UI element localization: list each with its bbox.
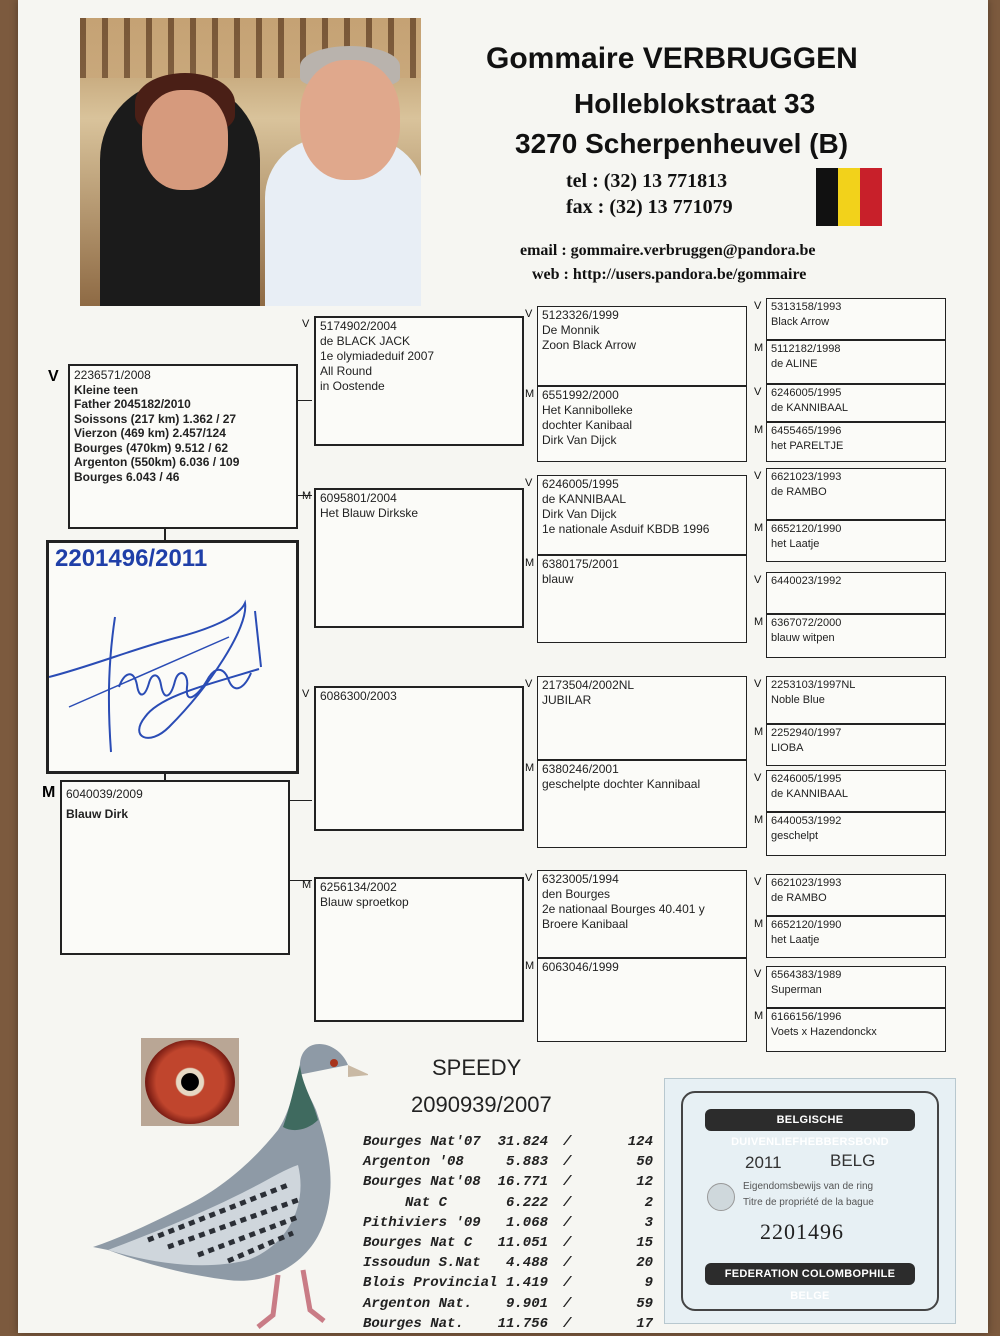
- result-value: 4.488: [505, 1255, 548, 1272]
- gen4-marker-6: V: [754, 574, 762, 586]
- gen4-6-line-0: 6440023/1992: [771, 575, 842, 587]
- gen4-9-line-0: 2252940/1997: [771, 727, 842, 739]
- gen2-3-line-0: 6256134/2002: [320, 880, 397, 894]
- gen2-marker-2: V: [302, 688, 310, 700]
- gen4-marker-3: M: [754, 424, 764, 436]
- gen4-3-line-0: 6455465/1996: [771, 425, 842, 437]
- gen4-2-line-0: 6246005/1995: [771, 387, 842, 399]
- gen4-3-line-1: het PARELTJE: [771, 440, 844, 452]
- ring-seal-icon: [707, 1183, 735, 1211]
- result-birds: 2: [644, 1194, 653, 1211]
- result-race: Bourges Nat.: [363, 1315, 464, 1332]
- certificate-year: 2011: [745, 1153, 782, 1172]
- gen3-1-line-3: Dirk Van Dijck: [542, 433, 617, 447]
- gen2-0-line-3: All Round: [320, 364, 373, 378]
- gen3-6-line-0: 6323005/1994: [542, 872, 619, 886]
- gen3-0-line-2: Zoon Black Arrow: [542, 338, 637, 352]
- speedy-name: SPEEDY: [432, 1055, 522, 1080]
- gen3-2-line-0: 6246005/1995: [542, 477, 619, 491]
- gen2-box-0: [314, 316, 524, 446]
- result-birds: 3: [644, 1214, 653, 1231]
- gen2-1-line-1: Het Blauw Dirkske: [320, 506, 419, 520]
- gen3-box-3: [537, 555, 747, 643]
- gen4-marker-9: M: [754, 726, 764, 738]
- gen3-3-line-1: blauw: [542, 572, 574, 586]
- result-separator: /: [563, 1275, 572, 1292]
- gen4-marker-15: M: [754, 1010, 764, 1022]
- pigeon-image: [88, 1035, 368, 1330]
- gen4-box-13: [766, 916, 946, 958]
- certificate-line1: Eigendomsbewijs van de ring: [743, 1181, 874, 1192]
- result-value: 31.824: [497, 1134, 548, 1150]
- breeder-tel: tel : (32) 13 771813: [566, 170, 728, 192]
- result-separator: /: [563, 1174, 572, 1191]
- result-row: [363, 1296, 663, 1316]
- gen3-6-line-1: den Bourges: [542, 887, 611, 901]
- gen3-4-line-1: JUBILAR: [542, 693, 592, 707]
- sire-line-4: Vierzon (469 km) 2.457/124: [74, 426, 226, 440]
- breeder-email: email : gommaire.verbruggen@pandora.be: [520, 242, 816, 259]
- gen4-box-1: [766, 340, 946, 384]
- result-separator: /: [563, 1134, 572, 1150]
- gen2-0-line-0: 5174902/2004: [320, 319, 397, 333]
- result-birds: 20: [636, 1255, 653, 1272]
- gen4-11-line-0: 6440053/1992: [771, 815, 842, 827]
- gen4-marker-7: M: [754, 616, 764, 628]
- gen3-1-line-2: dochter Kanibaal: [542, 418, 633, 432]
- gen4-10-line-0: 6246005/1995: [771, 773, 842, 785]
- result-race: Bourges Nat'07: [363, 1134, 481, 1150]
- gen3-3-line-0: 6380175/2001: [542, 557, 619, 571]
- belgian-flag-icon: [816, 168, 882, 226]
- result-separator: /: [563, 1295, 572, 1312]
- gen4-box-12: [766, 874, 946, 916]
- gen3-6-line-3: Broere Kanibaal: [542, 917, 629, 931]
- gen3-4-line-0: 2173504/2002NL: [542, 678, 635, 692]
- result-row: [363, 1215, 663, 1235]
- sire-line-1: Kleine teen: [74, 382, 139, 397]
- gen3-box-5: [537, 760, 747, 848]
- result-race: Nat C: [363, 1194, 448, 1211]
- sire-line-5: Bourges (470km) 9.512 / 62: [74, 440, 229, 455]
- gen4-marker-10: V: [754, 772, 762, 784]
- result-separator: /: [563, 1234, 572, 1251]
- gen4-box-5: [766, 520, 946, 562]
- result-value: 11.051: [497, 1234, 548, 1251]
- gen4-marker-8: V: [754, 678, 762, 690]
- gen3-2-line-1: de KANNIBAAL: [542, 492, 627, 506]
- gen3-5-line-1: geschelpte dochter Kannibaal: [542, 777, 701, 791]
- gen4-9-line-1: LIOBA: [771, 742, 804, 754]
- result-birds: 12: [636, 1174, 653, 1191]
- gen4-box-10: [766, 770, 946, 812]
- gen4-marker-0: V: [754, 300, 762, 312]
- result-birds: 17: [636, 1315, 653, 1332]
- gen4-2-line-1: de KANNIBAAL: [771, 402, 849, 414]
- gen3-marker-7: M: [525, 960, 535, 972]
- result-row: [363, 1275, 663, 1295]
- gen4-box-2: [766, 384, 946, 422]
- gen4-12-line-0: 6621023/1993: [771, 877, 842, 889]
- gen3-6-line-2: 2e nationaal Bourges 40.401 y: [542, 902, 705, 916]
- gen3-marker-1: M: [525, 388, 535, 400]
- gen4-box-3: [766, 422, 946, 462]
- gen4-4-line-1: de RAMBO: [771, 486, 827, 498]
- gen3-1-line-0: 6551992/2000: [542, 388, 619, 402]
- dam-line-1: Blauw Dirk: [66, 807, 129, 821]
- gen3-box-0: [537, 306, 747, 386]
- result-row: [363, 1154, 663, 1174]
- sire-line-3: Soissons (217 km) 1.362 / 27: [74, 411, 237, 426]
- result-row: [363, 1134, 663, 1154]
- gen2-marker-1: M: [302, 490, 312, 502]
- result-race: Blois Provincial: [363, 1275, 498, 1292]
- breeder-web: web : http://users.pandora.be/gommaire: [532, 266, 807, 283]
- gen4-box-11: [766, 812, 946, 856]
- gen2-3-line-1: Blauw sproetkop: [320, 895, 409, 909]
- subject-box: [46, 540, 299, 774]
- gen4-7-line-0: 6367072/2000: [771, 617, 842, 629]
- result-birds: 59: [636, 1295, 653, 1312]
- result-separator: /: [563, 1194, 572, 1211]
- result-value: 9.901: [505, 1295, 548, 1312]
- result-value: 5.883: [505, 1154, 548, 1171]
- sire-line-7: Bourges 6.043 / 46: [74, 469, 180, 484]
- gen4-1-line-1: de ALINE: [771, 358, 818, 370]
- certificate-country: BELG: [830, 1151, 876, 1170]
- gen4-marker-13: M: [754, 918, 764, 930]
- gen4-8-line-1: Noble Blue: [771, 694, 825, 706]
- pedigree-sheet: [18, 0, 988, 1333]
- gen4-5-line-1: het Laatje: [771, 538, 820, 550]
- gen3-marker-5: M: [525, 762, 535, 774]
- gen3-1-line-1: Het Kannibolleke: [542, 403, 633, 417]
- gen4-marker-11: M: [754, 814, 764, 826]
- gen4-marker-5: M: [754, 522, 764, 534]
- sire-line-2: Father 2045182/2010: [74, 397, 191, 411]
- gen2-0-line-2: 1e olymiadeduif 2007: [320, 349, 435, 363]
- gen2-box-2: [314, 686, 524, 831]
- result-separator: /: [563, 1315, 572, 1332]
- gen4-box-9: [766, 724, 946, 766]
- gen4-box-0: [766, 298, 946, 340]
- result-race: Bourges Nat'08: [363, 1174, 481, 1191]
- gen3-box-1: [537, 386, 747, 462]
- gen4-marker-2: V: [754, 386, 762, 398]
- gen3-2-line-3: 1e nationale Asduif KBDB 1996: [542, 522, 710, 536]
- gen4-13-line-1: het Laatje: [771, 934, 820, 946]
- gen2-box-1: [314, 488, 524, 628]
- gen4-15-line-1: Voets x Hazendonckx: [771, 1026, 877, 1038]
- gen4-0-line-1: Black Arrow: [771, 316, 830, 328]
- gen4-0-line-0: 5313158/1993: [771, 301, 842, 313]
- gen4-12-line-1: de RAMBO: [771, 892, 827, 904]
- result-birds: 124: [627, 1134, 653, 1150]
- gen3-marker-0: V: [525, 308, 533, 320]
- result-race: Argenton Nat.: [363, 1295, 473, 1312]
- gen4-marker-12: V: [754, 876, 762, 888]
- result-birds: 9: [644, 1275, 653, 1292]
- gen4-box-4: [766, 468, 946, 520]
- gen3-marker-2: V: [525, 477, 533, 489]
- sire-line-6: Argenton (550km) 6.036 / 109: [74, 455, 240, 469]
- signature-icon: [49, 577, 297, 772]
- gen4-box-7: [766, 614, 946, 658]
- gen4-4-line-0: 6621023/1993: [771, 471, 842, 483]
- gen4-13-line-0: 6652120/1990: [771, 919, 842, 931]
- gen3-0-line-0: 5123326/1999: [542, 308, 619, 322]
- breeder-fax: fax : (32) 13 771079: [566, 196, 733, 218]
- result-birds: 15: [636, 1234, 653, 1251]
- sire-marker: V: [48, 368, 59, 385]
- gen2-0-line-1: de BLACK JACK: [320, 334, 411, 348]
- owners-photo: [80, 18, 421, 306]
- gen3-0-line-1: De Monnik: [542, 323, 600, 337]
- gen4-14-line-0: 6564383/1989: [771, 969, 842, 981]
- gen2-marker-0: V: [302, 318, 310, 330]
- gen3-marker-3: M: [525, 557, 535, 569]
- gen4-marker-4: V: [754, 470, 762, 482]
- subject-ring: 2201496/2011: [55, 545, 208, 572]
- gen3-box-4: [537, 676, 747, 760]
- speedy-results: [363, 1134, 663, 1336]
- certificate-line2: Titre de propriété de la bague: [743, 1197, 874, 1208]
- gen4-11-line-1: geschelpt: [771, 830, 819, 842]
- gen4-box-14: [766, 966, 946, 1008]
- gen2-box-3: [314, 877, 524, 1022]
- gen4-box-15: [766, 1008, 946, 1052]
- certificate-bottom-banner: FEDERATION COLOMBOPHILE BELGE: [705, 1263, 915, 1285]
- certificate-number: 2201496: [760, 1219, 844, 1244]
- gen2-marker-3: M: [302, 879, 312, 891]
- result-separator: /: [563, 1255, 572, 1272]
- result-value: 16.771: [497, 1174, 548, 1191]
- result-value: 1.419: [505, 1275, 548, 1292]
- result-race: Argenton '08: [363, 1154, 464, 1171]
- result-row: [363, 1235, 663, 1255]
- gen3-box-2: [537, 475, 747, 555]
- result-value: 11.756: [497, 1315, 548, 1332]
- gen3-7-line-0: 6063046/1999: [542, 960, 619, 974]
- gen4-7-line-1: blauw witpen: [771, 632, 835, 644]
- result-row: [363, 1195, 663, 1215]
- sire-line-0: 2236571/2008: [74, 368, 151, 382]
- speedy-ring: 2090939/2007: [411, 1092, 552, 1117]
- gen3-marker-4: V: [525, 678, 533, 690]
- gen2-1-line-0: 6095801/2004: [320, 491, 397, 505]
- result-race: Issoudun S.Nat: [363, 1255, 481, 1272]
- result-separator: /: [563, 1154, 572, 1171]
- gen4-5-line-0: 6652120/1990: [771, 523, 842, 535]
- gen3-marker-6: V: [525, 872, 533, 884]
- result-separator: /: [563, 1214, 572, 1231]
- gen4-8-line-0: 2253103/1997NL: [771, 679, 856, 691]
- dam-box: [60, 780, 290, 955]
- gen3-box-7: [537, 958, 747, 1042]
- gen4-marker-1: M: [754, 342, 764, 354]
- gen4-15-line-0: 6166156/1996: [771, 1011, 842, 1023]
- result-birds: 50: [636, 1154, 653, 1171]
- gen4-1-line-0: 5112182/1998: [771, 343, 841, 355]
- gen4-14-line-1: Superman: [771, 984, 822, 996]
- gen4-marker-14: V: [754, 968, 762, 980]
- breeder-street: Holleblokstraat 33: [574, 88, 816, 119]
- result-row: [363, 1174, 663, 1194]
- result-value: 1.068: [505, 1214, 548, 1231]
- breeder-name: Gommaire VERBRUGGEN: [486, 42, 858, 75]
- gen2-2-line-0: 6086300/2003: [320, 689, 397, 703]
- result-race: Bourges Nat C: [363, 1234, 473, 1251]
- ring-certificate: [664, 1078, 956, 1324]
- certificate-top-banner: BELGISCHE DUIVENLIEFHEBBERSBOND: [705, 1109, 915, 1131]
- result-value: 6.222: [505, 1194, 548, 1211]
- gen4-10-line-1: de KANNIBAAL: [771, 788, 849, 800]
- dam-line-0: 6040039/2009: [66, 787, 143, 801]
- breeder-city: 3270 Scherpenheuvel (B): [515, 128, 849, 159]
- gen4-box-8: [766, 676, 946, 724]
- sire-box: [68, 364, 298, 529]
- result-race: Pithiviers '09: [363, 1214, 481, 1231]
- gen4-box-6: [766, 572, 946, 614]
- dam-marker: M: [42, 784, 56, 801]
- result-row: [363, 1255, 663, 1275]
- gen3-box-6: [537, 870, 747, 958]
- gen3-5-line-0: 6380246/2001: [542, 762, 619, 776]
- gen2-0-line-4: in Oostende: [320, 379, 385, 393]
- gen3-2-line-2: Dirk Van Dijck: [542, 507, 617, 521]
